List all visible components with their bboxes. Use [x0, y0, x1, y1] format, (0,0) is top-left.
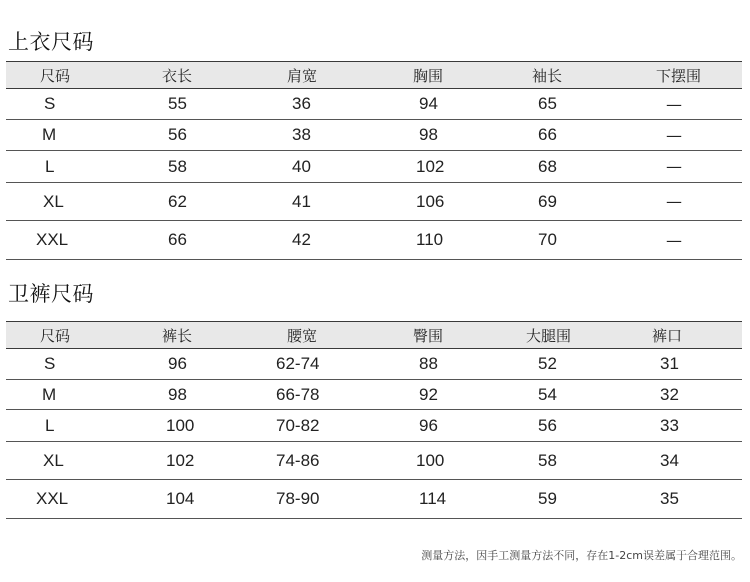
header-hem: 下摆围	[656, 66, 702, 85]
value-cell: 58	[168, 156, 187, 176]
value-cell: 35	[660, 489, 679, 508]
size-cell: L	[45, 415, 55, 435]
value-cell: 31	[660, 354, 679, 373]
value-cell: 34	[660, 450, 679, 470]
size-cell: M	[42, 125, 57, 144]
value-cell: 62	[168, 191, 187, 211]
value-cell: 94	[419, 94, 438, 113]
size-cell: S	[44, 94, 56, 113]
value-cell: 66	[538, 125, 557, 144]
size-cell: S	[44, 354, 56, 373]
value-cell: 110	[416, 230, 444, 249]
tops-header-row	[6, 61, 742, 89]
value-cell: —	[666, 192, 682, 211]
value-cell: 98	[168, 384, 187, 404]
value-cell: 102	[166, 450, 195, 470]
value-cell: 98	[419, 125, 438, 144]
header-leg-opening: 裤口	[652, 326, 683, 345]
header-sleeve: 袖长	[532, 66, 563, 85]
header-waist: 腰宽	[287, 326, 318, 345]
value-cell: 96	[168, 354, 187, 373]
value-cell: 100	[166, 415, 195, 435]
table-row	[6, 151, 742, 183]
table-row	[6, 380, 742, 410]
value-cell: —	[666, 125, 682, 145]
value-cell: 33	[660, 415, 679, 435]
value-cell: 36	[292, 94, 311, 113]
tops-size-table	[6, 61, 742, 260]
table-row	[6, 183, 742, 221]
table-row	[6, 221, 742, 260]
value-cell: 70-82	[276, 415, 320, 435]
size-cell: XXL	[36, 489, 69, 508]
table-row	[6, 89, 742, 120]
size-cell: M	[42, 384, 57, 404]
size-cell: L	[45, 156, 55, 176]
value-cell: 114	[419, 489, 447, 508]
value-cell: 100	[416, 450, 445, 470]
value-cell: 42	[292, 230, 311, 249]
pants-section-title: 卫裤尺码	[8, 282, 94, 306]
size-cell: XXL	[36, 230, 69, 249]
value-cell: 66-78	[276, 384, 320, 404]
value-cell: 59	[538, 489, 557, 508]
value-cell: —	[666, 94, 682, 114]
value-cell: 62-74	[276, 354, 320, 373]
value-cell: 38	[292, 125, 311, 144]
header-size: 尺码	[40, 326, 71, 345]
value-cell: 58	[538, 450, 557, 470]
header-chest: 胸围	[413, 66, 444, 85]
table-row	[6, 480, 742, 519]
value-cell: 70	[538, 230, 557, 249]
value-cell: 74-86	[276, 450, 320, 470]
measurement-footnote: 测量方法，因手工测量方法不同，存在1-2cm误差属于合理范围。	[421, 549, 742, 562]
value-cell: 78-90	[276, 489, 320, 508]
table-row	[6, 442, 742, 480]
header-thigh: 大腿围	[526, 326, 572, 345]
value-cell: 56	[168, 125, 187, 144]
value-cell: 66	[168, 230, 187, 249]
pants-header-row	[6, 321, 742, 349]
value-cell: 52	[538, 354, 557, 373]
header-hip: 臀围	[413, 326, 444, 345]
value-cell: —	[666, 157, 682, 176]
value-cell: 104	[166, 489, 195, 508]
value-cell: 69	[538, 191, 557, 211]
tops-section-title: 上衣尺码	[8, 30, 94, 54]
value-cell: 102	[416, 156, 445, 176]
table-row	[6, 410, 742, 442]
size-cell: XL	[43, 450, 64, 470]
table-row	[6, 120, 742, 151]
value-cell: —	[666, 230, 682, 250]
value-cell: 92	[419, 384, 438, 404]
value-cell: 96	[419, 415, 438, 435]
value-cell: 55	[168, 94, 187, 113]
value-cell: 56	[538, 415, 557, 435]
size-cell: XL	[43, 191, 64, 211]
value-cell: 106	[416, 191, 445, 211]
value-cell: 40	[292, 156, 311, 176]
value-cell: 88	[419, 354, 438, 373]
value-cell: 41	[292, 191, 311, 211]
header-shoulder: 肩宽	[287, 66, 318, 85]
header-length: 衣长	[162, 66, 193, 85]
value-cell: 32	[660, 384, 679, 404]
header-size: 尺码	[40, 66, 71, 85]
value-cell: 68	[538, 156, 557, 176]
table-row	[6, 349, 742, 380]
value-cell: 54	[538, 384, 557, 404]
value-cell: 65	[538, 94, 557, 113]
header-length: 裤长	[162, 326, 193, 345]
pants-size-table	[6, 321, 742, 519]
